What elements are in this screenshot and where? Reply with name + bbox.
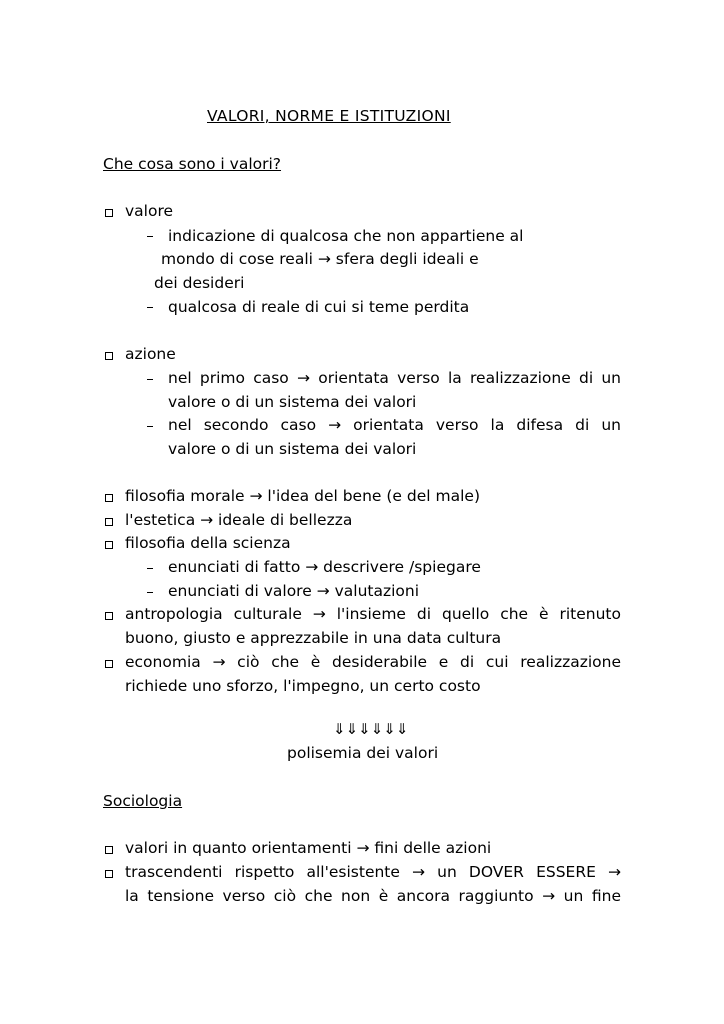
azione-sub1-line2: valore o di un sistema dei valori [168,393,417,411]
valore-sub1-line1: indicazione di qualcosa che non appartiene al [168,227,524,245]
checkbox-bullet-icon [105,541,113,549]
list-item-filosofia-morale: filosofia morale → l'idea del bene (e del male) [125,487,480,505]
list-item-economia-line2: richiede uno sforzo, l'impegno, un certo costo [125,677,481,695]
list-item-orientamenti: valori in quanto orientamenti → fini delle azioni [125,839,492,857]
valore-sub2: qualcosa di reale di cui si teme perdita [168,298,470,316]
scienza-sub2: enunciati di valore → valutazioni [168,582,420,600]
scienza-sub1: enunciati di fatto → descrivere /spiegare [168,558,481,576]
checkbox-bullet-icon [105,846,113,854]
page-title: VALORI, NORME E ISTITUZIONI [207,107,451,125]
list-item-antropologia-line1: antropologia culturale → l'insieme di quello che è ritenuto [125,605,621,623]
polisemia-caption: polisemia dei valori [287,744,439,762]
list-item-antropologia-line2: buono, giusto e apprezzabile in una data cultura [125,629,502,647]
section-heading-valori: Che cosa sono i valori? [103,155,282,173]
checkbox-bullet-icon [105,612,113,620]
checkbox-bullet-icon [105,518,113,526]
valore-sub1-line2: mondo di cose reali → sfera degli ideali e [161,250,479,268]
dash-icon [147,568,153,569]
dash-icon [147,307,153,308]
list-item-trascendenti-line2: la tensione verso ciò che non è ancora raggiunto → un fine [125,887,621,905]
checkbox-bullet-icon [105,352,113,360]
list-item-azione: azione [125,345,176,363]
dash-icon [147,236,153,237]
list-item-economia-line1: economia → ciò che è desiderabile e di cui realizzazione [125,653,621,671]
dash-icon [147,592,153,593]
list-item-valore: valore [125,202,174,220]
azione-sub2-line1: nel secondo caso → orientata verso la difesa di un [168,416,621,434]
down-arrows-icon: ⇓⇓⇓⇓⇓⇓ [333,720,409,738]
checkbox-bullet-icon [105,494,113,502]
checkbox-bullet-icon [105,209,113,217]
valore-sub1-line3: dei desideri [154,274,245,292]
dash-icon [147,379,153,380]
dash-icon [147,426,153,427]
list-item-filosofia-scienza: filosofia della scienza [125,534,291,552]
checkbox-bullet-icon [105,660,113,668]
azione-sub1-line1: nel primo caso → orientata verso la realizzazione di un [168,369,621,387]
checkbox-bullet-icon [105,870,113,878]
azione-sub2-line2: valore o di un sistema dei valori [168,440,417,458]
list-item-trascendenti-line1: trascendenti rispetto all'esistente → un DOVER ESSERE → [125,863,621,881]
section-heading-sociologia: Sociologia [103,792,183,810]
list-item-estetica: l'estetica → ideale di bellezza [125,511,353,529]
